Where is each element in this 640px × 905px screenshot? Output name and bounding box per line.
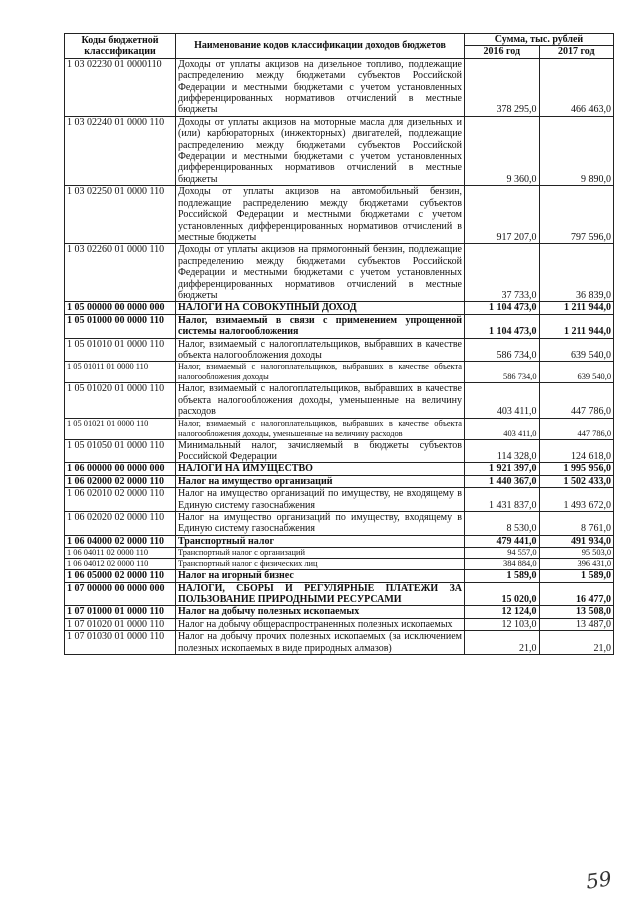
row-name: Доходы от уплаты акцизов на дизельное топливо, подлежащие распределению между бюджетами субъектов Российской Федерации и местными бюджетами с учетом установленных дифференцированных нормативов отчислений в местные бюджеты <box>176 58 465 116</box>
table-header-row <box>65 34 614 46</box>
header-sum: Сумма, тыс. рублей <box>465 34 614 46</box>
row-value-2016: 12 103,0 <box>465 618 540 630</box>
row-code: 1 06 04000 02 0000 110 <box>65 535 176 547</box>
row-value-2016: 586 734,0 <box>465 362 540 383</box>
row-code: 1 03 02250 01 0000 110 <box>65 186 176 244</box>
table-row <box>65 548 614 559</box>
row-value-2017: 36 839,0 <box>539 244 614 302</box>
row-value-2016: 1 431 837,0 <box>465 488 540 512</box>
row-value-2016: 1 440 367,0 <box>465 475 540 487</box>
row-value-2017: 396 431,0 <box>539 559 614 570</box>
row-name: Налог на имущество организаций по имуществу, входящему в Единую систему газоснабжения <box>176 512 465 536</box>
row-value-2017: 639 540,0 <box>539 338 614 362</box>
row-name: Налог на имущество организаций по имуществу, не входящему в Единую систему газоснабжения <box>176 488 465 512</box>
table-row <box>65 631 614 655</box>
row-value-2017: 95 503,0 <box>539 548 614 559</box>
table-body <box>65 58 614 654</box>
table-row <box>65 618 614 630</box>
table-row <box>65 512 614 536</box>
row-name: Налог, взимаемый с налогоплательщиков, выбравших в качестве объекта налогообложения доходы <box>176 362 465 383</box>
table-row <box>65 314 614 338</box>
row-value-2017: 13 508,0 <box>539 606 614 618</box>
table-row <box>65 570 614 582</box>
row-value-2017: 1 211 944,0 <box>539 302 614 314</box>
table-row <box>65 535 614 547</box>
row-value-2017: 639 540,0 <box>539 362 614 383</box>
table-row <box>65 418 614 439</box>
row-value-2016: 15 020,0 <box>465 582 540 606</box>
row-code: 1 07 01020 01 0000 110 <box>65 618 176 630</box>
row-code: 1 06 04011 02 0000 110 <box>65 548 176 559</box>
row-value-2017: 466 463,0 <box>539 58 614 116</box>
row-code: 1 03 02230 01 0000110 <box>65 58 176 116</box>
row-value-2017: 8 761,0 <box>539 512 614 536</box>
row-value-2016: 378 295,0 <box>465 58 540 116</box>
header-2017: 2017 год <box>539 46 614 58</box>
header-name: Наименование кодов классификации доходов бюджетов <box>176 34 465 59</box>
row-value-2017: 13 487,0 <box>539 618 614 630</box>
header-codes: Коды бюджетной классификации <box>65 34 176 59</box>
table-row <box>65 475 614 487</box>
row-value-2016: 1 104 473,0 <box>465 302 540 314</box>
row-name: Транспортный налог с организаций <box>176 548 465 559</box>
row-code: 1 06 00000 00 0000 000 <box>65 463 176 475</box>
row-value-2016: 94 557,0 <box>465 548 540 559</box>
table-row <box>65 582 614 606</box>
row-value-2017: 1 995 956,0 <box>539 463 614 475</box>
table-row <box>65 439 614 463</box>
table-row <box>65 463 614 475</box>
row-value-2016: 9 360,0 <box>465 116 540 185</box>
row-code: 1 03 02240 01 0000 110 <box>65 116 176 185</box>
row-name: НАЛОГИ, СБОРЫ И РЕГУЛЯРНЫЕ ПЛАТЕЖИ ЗА ПОЛЬЗОВАНИЕ ПРИРОДНЫМИ РЕСУРСАМИ <box>176 582 465 606</box>
table-row <box>65 186 614 244</box>
table-row <box>65 116 614 185</box>
row-code: 1 05 01021 01 0000 110 <box>65 418 176 439</box>
table-row <box>65 559 614 570</box>
header-2016: 2016 год <box>465 46 540 58</box>
table-row <box>65 606 614 618</box>
row-value-2017: 447 786,0 <box>539 383 614 418</box>
row-value-2016: 37 733,0 <box>465 244 540 302</box>
row-value-2016: 12 124,0 <box>465 606 540 618</box>
table-row <box>65 244 614 302</box>
row-name: Налог, взимаемый с налогоплательщиков, выбравших в качестве объекта налогообложения доходы <box>176 338 465 362</box>
row-name: Налог на добычу прочих полезных ископаемых (за исключением полезных ископаемых в виде природных алмазов) <box>176 631 465 655</box>
row-name: Доходы от уплаты акцизов на прямогонный бензин, подлежащие распределению между бюджетами субъектов Российской Федерации и местными бюджетами с учетом установленных дифференцированных нормативов отчислений в местные бюджеты <box>176 244 465 302</box>
table-row <box>65 302 614 314</box>
row-value-2016: 1 104 473,0 <box>465 314 540 338</box>
table-row <box>65 338 614 362</box>
row-name: Налог на добычу полезных ископаемых <box>176 606 465 618</box>
row-name: НАЛОГИ НА ИМУЩЕСТВО <box>176 463 465 475</box>
row-code: 1 06 02020 02 0000 110 <box>65 512 176 536</box>
row-value-2017: 1 211 944,0 <box>539 314 614 338</box>
row-name: Налог на игорный бизнес <box>176 570 465 582</box>
row-code: 1 05 01000 00 0000 110 <box>65 314 176 338</box>
table-row <box>65 383 614 418</box>
row-value-2017: 1 502 433,0 <box>539 475 614 487</box>
row-value-2016: 114 328,0 <box>465 439 540 463</box>
row-value-2017: 124 618,0 <box>539 439 614 463</box>
table-row <box>65 58 614 116</box>
row-value-2016: 403 411,0 <box>465 383 540 418</box>
row-name: Доходы от уплаты акцизов на моторные масла для дизельных и (или) карбюраторных (инжекторных) двигателей, подлежащие распределению между бюджетами субъектов Российской Федерации и местными бюджетами с учетом установленных дифференцированных нормативов отчислений в местные бюджеты <box>176 116 465 185</box>
row-value-2017: 447 786,0 <box>539 418 614 439</box>
row-value-2016: 1 921 397,0 <box>465 463 540 475</box>
row-code: 1 05 01050 01 0000 110 <box>65 439 176 463</box>
row-value-2017: 1 493 672,0 <box>539 488 614 512</box>
row-value-2016: 384 884,0 <box>465 559 540 570</box>
row-value-2016: 479 441,0 <box>465 535 540 547</box>
page-number: 59 <box>584 866 613 894</box>
row-name: Доходы от уплаты акцизов на автомобильный бензин, подлежащие распределению между бюджетами субъектов Российской Федерации и местными бюджетами с учетом установленных дифференцированных нормативов отчислений в местные бюджеты <box>176 186 465 244</box>
row-name: Налог, взимаемый с налогоплательщиков, выбравших в качестве объекта налогообложения доходы, уменьшенные на величину расходов <box>176 383 465 418</box>
row-name: Налог на добычу общераспространенных полезных ископаемых <box>176 618 465 630</box>
row-code: 1 06 05000 02 0000 110 <box>65 570 176 582</box>
row-name: НАЛОГИ НА СОВОКУПНЫЙ ДОХОД <box>176 302 465 314</box>
row-code: 1 07 00000 00 0000 000 <box>65 582 176 606</box>
row-name: Налог на имущество организаций <box>176 475 465 487</box>
row-code: 1 07 01000 01 0000 110 <box>65 606 176 618</box>
row-value-2017: 1 589,0 <box>539 570 614 582</box>
row-value-2017: 16 477,0 <box>539 582 614 606</box>
row-code: 1 03 02260 01 0000 110 <box>65 244 176 302</box>
row-value-2017: 491 934,0 <box>539 535 614 547</box>
revenue-table <box>64 33 614 655</box>
row-code: 1 05 01020 01 0000 110 <box>65 383 176 418</box>
row-value-2016: 586 734,0 <box>465 338 540 362</box>
row-code: 1 05 01010 01 0000 110 <box>65 338 176 362</box>
row-name: Минимальный налог, зачисляемый в бюджеты субъектов Российской Федерации <box>176 439 465 463</box>
row-code: 1 05 00000 00 0000 000 <box>65 302 176 314</box>
row-value-2016: 21,0 <box>465 631 540 655</box>
row-code: 1 05 01011 01 0000 110 <box>65 362 176 383</box>
row-value-2016: 917 207,0 <box>465 186 540 244</box>
table-row <box>65 488 614 512</box>
row-value-2017: 9 890,0 <box>539 116 614 185</box>
row-value-2016: 403 411,0 <box>465 418 540 439</box>
row-name: Налог, взимаемый с налогоплательщиков, выбравших в качестве объекта налогообложения доходы, уменьшенные на величину расходов <box>176 418 465 439</box>
row-code: 1 06 02000 02 0000 110 <box>65 475 176 487</box>
row-code: 1 06 04012 02 0000 110 <box>65 559 176 570</box>
row-code: 1 07 01030 01 0000 110 <box>65 631 176 655</box>
row-value-2016: 8 530,0 <box>465 512 540 536</box>
row-value-2017: 797 596,0 <box>539 186 614 244</box>
row-name: Налог, взимаемый в связи с применением упрощенной системы налогообложения <box>176 314 465 338</box>
table-row <box>65 362 614 383</box>
row-name: Транспортный налог с физических лиц <box>176 559 465 570</box>
row-value-2016: 1 589,0 <box>465 570 540 582</box>
row-code: 1 06 02010 02 0000 110 <box>65 488 176 512</box>
row-value-2017: 21,0 <box>539 631 614 655</box>
row-name: Транспортный налог <box>176 535 465 547</box>
